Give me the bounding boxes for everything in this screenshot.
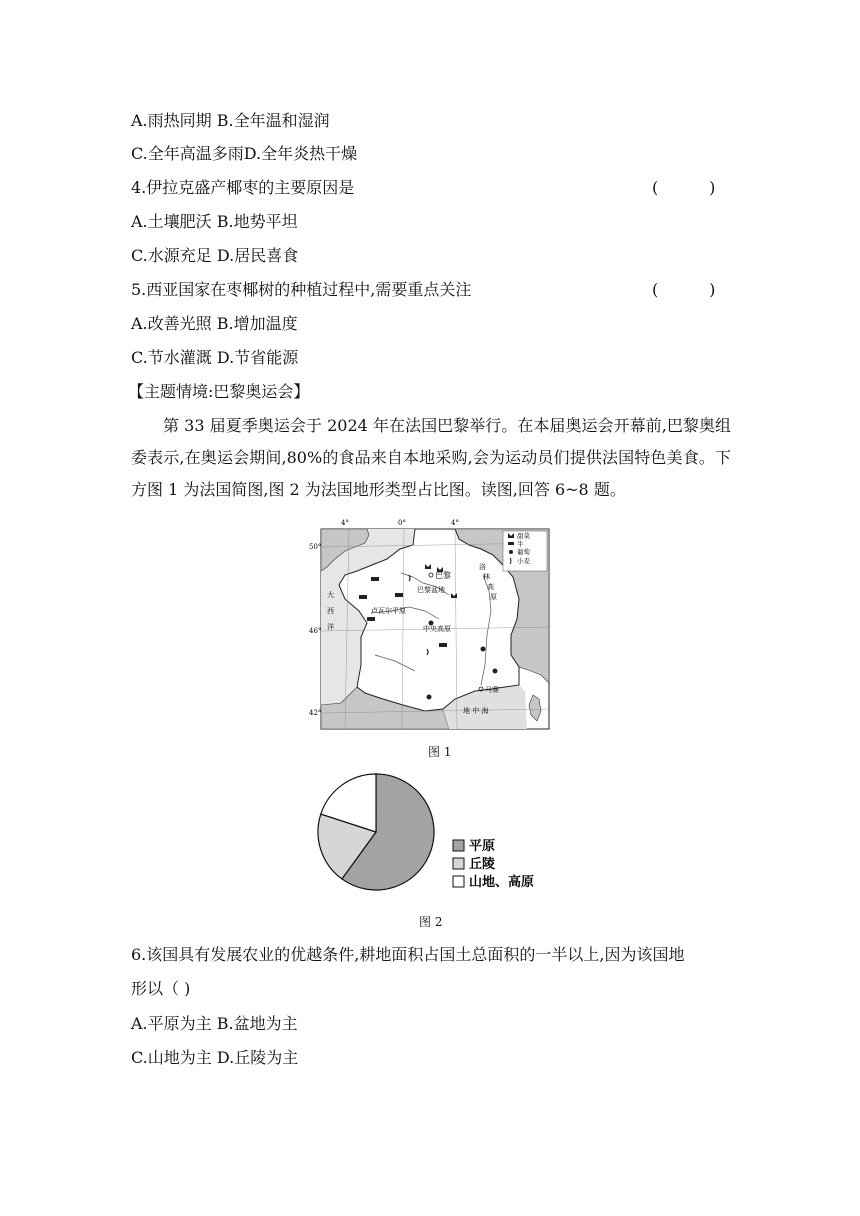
- lon-label-2: 0°: [398, 519, 406, 527]
- q5-answer-blank: ( ): [652, 280, 716, 299]
- q3-option-line-1: A.雨热同期 B.全年温和湿润: [131, 111, 330, 130]
- q6-stem-line-1: 6.该国具有发展农业的优越条件,耕地面积占国土总面积的一半以上,因为该国地: [131, 945, 685, 964]
- label-mediterranean: 地 中 海: [463, 707, 489, 715]
- legend-label-1: 平原: [469, 839, 496, 854]
- cattle-legend-icon: [508, 542, 514, 545]
- legend-swatch-1: [453, 840, 464, 851]
- q4-answer-blank: ( ): [652, 178, 716, 197]
- label-atlantic-2: 西: [327, 607, 334, 615]
- lon-label-1: 4°: [341, 519, 349, 527]
- grape-symbol: [493, 669, 498, 674]
- cattle-symbol: [439, 643, 447, 647]
- theme-passage: 第 33 届夏季奥运会于 2024 年在法国巴黎举行。在本届奥运会开幕前,巴黎奥组委表示,在奥运会期间,80%的食品来自本地采购,会为运动员们提供法国特色美食。下方图 1 为法国简图,图 2 为法国地形类型占比图。读图,回答 6~8 题。: [131, 416, 731, 499]
- grape-symbol: [481, 647, 486, 652]
- q5-stem: 5.西亚国家在枣椰树的种植过程中,需要重点关注: [131, 280, 472, 299]
- legend-swatch-3: [453, 876, 464, 887]
- q6-option-line-1: A.平原为主 B.盆地为主: [131, 1014, 298, 1033]
- legend-wheat: 小麦: [517, 557, 530, 565]
- legend-beet: 甜菜: [517, 532, 530, 540]
- france-map: [305, 515, 555, 733]
- q6-option-line-2: C.山地为主 D.丘陵为主: [131, 1048, 299, 1067]
- q4-option-line-2: C.水源充足 D.居民喜食: [131, 246, 299, 265]
- q6-stem-line-2: 形以（ ): [131, 979, 191, 998]
- label-paris-basin: 巴黎盆地: [417, 586, 445, 594]
- q3-option-line-2: C.全年高温多雨D.全年炎热干燥: [131, 144, 358, 163]
- q4-stem: 4.伊拉克盛产椰枣的主要原因是: [131, 178, 355, 197]
- label-lorraine-2: 林: [483, 573, 490, 581]
- terrain-pie-chart: [316, 768, 546, 904]
- label-paris: 巴黎: [435, 571, 451, 580]
- label-massif-central: 中央高原: [423, 625, 451, 633]
- q5-option-line-2: C.节水灌溉 D.节省能源: [131, 348, 299, 367]
- label-atlantic-1: 大: [327, 591, 334, 599]
- figure1-caption: 图 1: [428, 745, 452, 759]
- cattle-symbol: [395, 593, 403, 597]
- legend-label-2: 丘陵: [469, 857, 496, 872]
- q5-option-line-1: A.改善光照 B.增加温度: [131, 314, 298, 333]
- lon-label-3: 4°: [451, 519, 459, 527]
- lat-label-3: 42°: [309, 709, 322, 717]
- legend-cattle: 牛: [517, 540, 524, 548]
- label-atlantic-3: 洋: [327, 623, 334, 631]
- figure2-caption: 图 2: [419, 915, 443, 929]
- label-loire-plain: 卢瓦尔平原: [371, 607, 406, 615]
- label-lorraine-4: 原: [490, 593, 497, 601]
- lat-label-2: 46°: [309, 627, 322, 635]
- label-marseille: 马赛: [485, 686, 499, 694]
- cattle-symbol: [367, 617, 375, 621]
- label-lorraine-1: 洛: [479, 563, 486, 571]
- legend-label-3: 山地、高原: [469, 875, 535, 890]
- cattle-symbol: [371, 577, 379, 581]
- lat-label-1: 50°: [309, 543, 322, 551]
- label-lorraine-3: 高: [487, 583, 494, 591]
- grape-legend-icon: [509, 550, 513, 554]
- legend-swatch-2: [453, 858, 464, 869]
- theme-heading: 【主题情境:巴黎奥运会】: [128, 382, 310, 401]
- cattle-symbol: [359, 595, 367, 599]
- q4-option-line-1: A.土壤肥沃 B.地势平坦: [131, 212, 298, 231]
- grape-symbol: [427, 695, 432, 700]
- legend-grape: 葡萄: [517, 548, 530, 556]
